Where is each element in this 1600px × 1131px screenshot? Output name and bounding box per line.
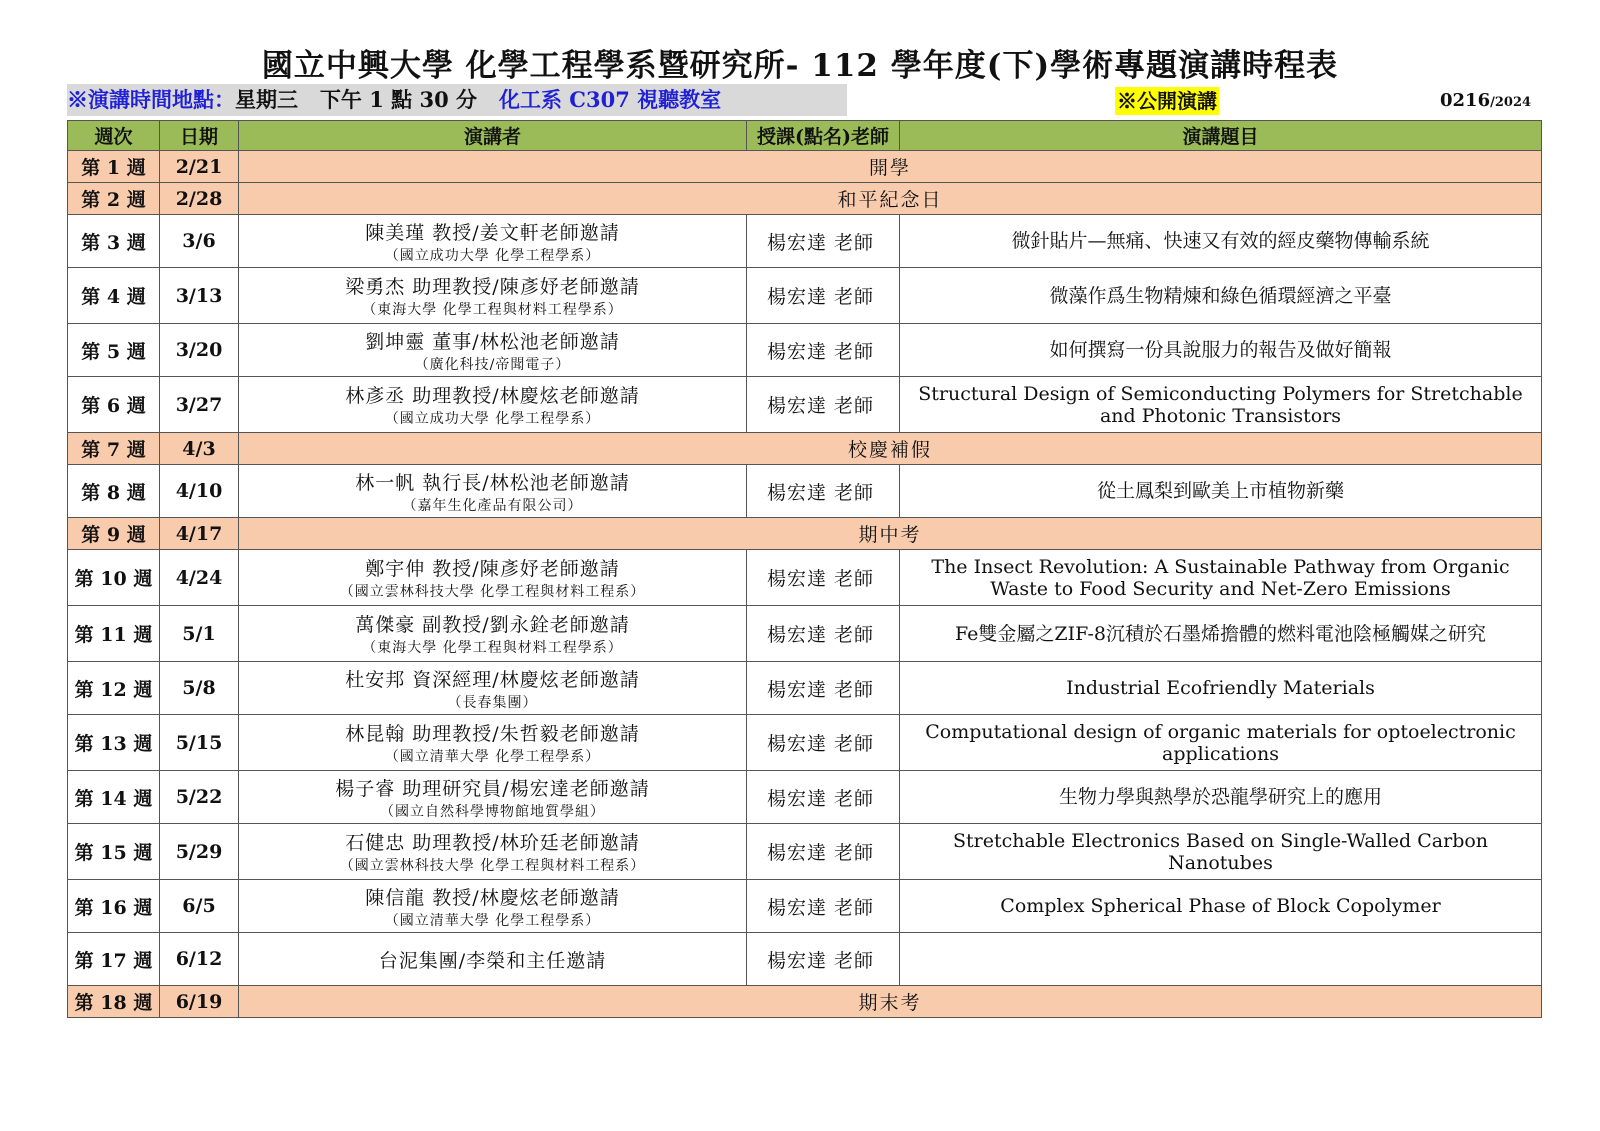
date-cell: 4/3 bbox=[160, 433, 239, 465]
date-cell: 4/17 bbox=[160, 518, 239, 550]
topic-cell: 微針貼片—無痛、快速又有效的經皮藥物傳輸系統 bbox=[900, 215, 1542, 268]
event-label: 校慶補假 bbox=[847, 439, 932, 461]
host-cell: 楊宏達 老師 bbox=[747, 662, 900, 715]
host-cell: 楊宏達 老師 bbox=[747, 606, 900, 662]
date-cell: 2/21 bbox=[160, 151, 239, 183]
header-speaker: 演講者 bbox=[239, 121, 747, 151]
week-cell: 第 18 週 bbox=[68, 986, 160, 1018]
schedule-table bbox=[67, 120, 1542, 1018]
table-row bbox=[68, 151, 1542, 183]
speaker-name: 陳美瑾 教授/姜文軒老師邀請 bbox=[365, 221, 620, 244]
date-cell: 3/6 bbox=[160, 215, 239, 268]
speaker-name: 萬傑豪 副教授/劉永銓老師邀請 bbox=[355, 614, 630, 636]
event-cell bbox=[239, 433, 1542, 465]
table-row bbox=[68, 465, 1542, 518]
topic-cell: Structural Design of Semiconducting Polymers for Stretchable and Photonic Transistors bbox=[900, 377, 1542, 433]
date-cell: 5/22 bbox=[160, 771, 239, 824]
speaker-affiliation: （東海大學 化學工程與材料工程學系） bbox=[362, 302, 623, 318]
week-cell: 第 11 週 bbox=[68, 606, 160, 662]
speaker-name: 杜安邦 資深經理/林慶炫老師邀請 bbox=[345, 668, 640, 691]
topic-cell: 生物力學與熱學於恐龍學研究上的應用 bbox=[900, 771, 1542, 824]
date-cell: 2/28 bbox=[160, 183, 239, 215]
host-cell: 楊宏達 老師 bbox=[747, 324, 900, 377]
week-cell: 第 6 週 bbox=[68, 377, 160, 433]
date-cell: 5/8 bbox=[160, 662, 239, 715]
speaker-name: 劉坤靈 董事/林松池老師邀請 bbox=[365, 330, 620, 353]
version-year: /2024 bbox=[1490, 95, 1532, 110]
date-cell: 3/13 bbox=[160, 268, 239, 324]
table-header-row bbox=[68, 121, 1542, 151]
speaker-name: 林彥丞 助理教授/林慶炫老師邀請 bbox=[345, 385, 640, 407]
table-row bbox=[68, 550, 1542, 606]
speaker-cell bbox=[239, 662, 747, 715]
speaker-affiliation: （嘉年生化產品有限公司） bbox=[402, 497, 583, 514]
date-cell: 4/10 bbox=[160, 465, 239, 518]
speaker-name: 楊子睿 助理研究員/楊宏達老師邀請 bbox=[335, 777, 650, 800]
date-cell: 6/12 bbox=[160, 933, 239, 986]
speaker-name: 陳信龍 教授/林慶炫老師邀請 bbox=[365, 886, 620, 909]
header-topic: 演講題目 bbox=[900, 121, 1542, 151]
topic-cell: Stretchable Electronics Based on Single-Walled Carbon Nanotubes bbox=[900, 824, 1542, 880]
week-cell: 第 4 週 bbox=[68, 268, 160, 324]
table-row bbox=[68, 824, 1542, 880]
host-cell: 楊宏達 老師 bbox=[747, 550, 900, 606]
event-cell bbox=[239, 151, 1542, 183]
speaker-cell bbox=[239, 324, 747, 377]
speaker-affiliation: （國立清華大學 化學工程學系） bbox=[384, 912, 601, 929]
date-cell: 6/5 bbox=[160, 880, 239, 933]
speaker-cell bbox=[239, 715, 747, 771]
event-cell bbox=[239, 986, 1542, 1018]
date-cell: 5/29 bbox=[160, 824, 239, 880]
version-date bbox=[1440, 90, 1531, 111]
host-cell: 楊宏達 老師 bbox=[747, 465, 900, 518]
date-cell: 3/20 bbox=[160, 324, 239, 377]
speaker-cell bbox=[239, 215, 747, 268]
speaker-name: 林一帆 執行長/林松池老師邀請 bbox=[355, 471, 630, 494]
speaker-cell bbox=[239, 465, 747, 518]
event-label: 開學 bbox=[868, 157, 911, 179]
week-cell: 第 10 週 bbox=[68, 550, 160, 606]
speaker-affiliation: （國立成功大學 化學工程學系） bbox=[384, 411, 601, 427]
host-cell: 楊宏達 老師 bbox=[747, 215, 900, 268]
topic-cell: Complex Spherical Phase of Block Copolymer bbox=[900, 880, 1542, 933]
table-row bbox=[68, 183, 1542, 215]
table-row bbox=[68, 771, 1542, 824]
speaker-affiliation: （廣化科技/帝聞電子） bbox=[414, 356, 571, 373]
table-row bbox=[68, 324, 1542, 377]
topic-cell bbox=[900, 933, 1542, 986]
info-bar bbox=[67, 84, 847, 116]
speaker-cell bbox=[239, 771, 747, 824]
public-lecture-badge: ※公開演講 bbox=[1117, 89, 1217, 113]
speaker-name: 梁勇杰 助理教授/陳彥妤老師邀請 bbox=[345, 276, 640, 298]
topic-cell: 從土鳳梨到歐美上市植物新藥 bbox=[900, 465, 1542, 518]
info-where: 化工系 C307 視聽教室 bbox=[498, 87, 722, 112]
speaker-affiliation: （國立雲林科技大學 化學工程與材料工程系） bbox=[339, 858, 646, 874]
host-cell: 楊宏達 老師 bbox=[747, 715, 900, 771]
event-cell bbox=[239, 183, 1542, 215]
topic-cell: The Insect Revolution: A Sustainable Pathway from Organic Waste to Food Security and Net-Zero Emissions bbox=[900, 550, 1542, 606]
date-cell: 6/19 bbox=[160, 986, 239, 1018]
week-cell: 第 3 週 bbox=[68, 215, 160, 268]
speaker-name: 林昆翰 助理教授/朱哲毅老師邀請 bbox=[345, 723, 640, 745]
week-cell: 第 14 週 bbox=[68, 771, 160, 824]
table-row bbox=[68, 986, 1542, 1018]
speaker-affiliation: （國立雲林科技大學 化學工程與材料工程系） bbox=[339, 584, 646, 600]
header-date: 日期 bbox=[160, 121, 239, 151]
date-cell: 5/15 bbox=[160, 715, 239, 771]
speaker-affiliation: （長春集團） bbox=[447, 694, 538, 711]
topic-cell: Computational design of organic materials for optoelectronic applications bbox=[900, 715, 1542, 771]
host-cell: 楊宏達 老師 bbox=[747, 377, 900, 433]
speaker-cell bbox=[239, 550, 747, 606]
topic-cell: Industrial Ecofriendly Materials bbox=[900, 662, 1542, 715]
header-host: 授課(點名)老師 bbox=[747, 121, 900, 151]
host-cell: 楊宏達 老師 bbox=[747, 933, 900, 986]
date-cell: 4/24 bbox=[160, 550, 239, 606]
table-row bbox=[68, 606, 1542, 662]
table-row bbox=[68, 715, 1542, 771]
date-cell: 5/1 bbox=[160, 606, 239, 662]
speaker-name: 鄭宇伸 教授/陳彥妤老師邀請 bbox=[365, 558, 620, 580]
week-cell: 第 15 週 bbox=[68, 824, 160, 880]
page-title: 國立中興大學 化學工程學系暨研究所- 112 學年度(下)學術專題演講時程表 bbox=[261, 48, 1339, 84]
week-cell: 第 8 週 bbox=[68, 465, 160, 518]
event-label: 和平紀念日 bbox=[837, 189, 943, 211]
week-cell: 第 1 週 bbox=[68, 151, 160, 183]
week-cell: 第 7 週 bbox=[68, 433, 160, 465]
host-cell: 楊宏達 老師 bbox=[747, 771, 900, 824]
schedule-body bbox=[68, 151, 1542, 1018]
speaker-affiliation: （國立自然科學博物館地質學組） bbox=[380, 803, 605, 820]
table-row bbox=[68, 377, 1542, 433]
speaker-affiliation: （東海大學 化學工程與材料工程學系） bbox=[362, 640, 623, 656]
table-row bbox=[68, 662, 1542, 715]
info-when: 星期三 下午 1 點 30 分 bbox=[235, 87, 478, 112]
speaker-cell bbox=[239, 268, 747, 324]
event-cell bbox=[239, 518, 1542, 550]
event-label: 期末考 bbox=[858, 992, 922, 1014]
table-row bbox=[68, 518, 1542, 550]
speaker-cell bbox=[239, 824, 747, 880]
topic-cell: 微藻作爲生物精煉和綠色循環經濟之平臺 bbox=[900, 268, 1542, 324]
host-cell: 楊宏達 老師 bbox=[747, 268, 900, 324]
topic-cell: Fe雙金屬之ZIF-8沉積於石墨烯擔體的燃料電池陰極觸媒之研究 bbox=[900, 606, 1542, 662]
week-cell: 第 5 週 bbox=[68, 324, 160, 377]
speaker-cell bbox=[239, 933, 747, 986]
header-week: 週次 bbox=[68, 121, 160, 151]
table-row bbox=[68, 880, 1542, 933]
host-cell: 楊宏達 老師 bbox=[747, 824, 900, 880]
speaker-cell bbox=[239, 880, 747, 933]
week-cell: 第 13 週 bbox=[68, 715, 160, 771]
info-label: ※演講時間地點： bbox=[67, 87, 235, 112]
speaker-name: 台泥集團/李榮和主任邀請 bbox=[378, 949, 607, 972]
table-row bbox=[68, 215, 1542, 268]
speaker-name: 石健忠 助理教授/林玠廷老師邀請 bbox=[345, 832, 640, 854]
host-cell: 楊宏達 老師 bbox=[747, 880, 900, 933]
week-cell: 第 17 週 bbox=[68, 933, 160, 986]
event-label: 期中考 bbox=[858, 524, 922, 546]
table-row bbox=[68, 268, 1542, 324]
week-cell: 第 2 週 bbox=[68, 183, 160, 215]
table-row bbox=[68, 933, 1542, 986]
version-main: 0216 bbox=[1440, 90, 1491, 111]
speaker-cell bbox=[239, 606, 747, 662]
speaker-cell bbox=[239, 377, 747, 433]
speaker-affiliation: （國立成功大學 化學工程學系） bbox=[384, 247, 601, 264]
table-row bbox=[68, 433, 1542, 465]
week-cell: 第 9 週 bbox=[68, 518, 160, 550]
topic-cell: 如何撰寫一份具說服力的報告及做好簡報 bbox=[900, 324, 1542, 377]
week-cell: 第 12 週 bbox=[68, 662, 160, 715]
speaker-affiliation: （國立清華大學 化學工程學系） bbox=[384, 749, 601, 765]
date-cell: 3/27 bbox=[160, 377, 239, 433]
week-cell: 第 16 週 bbox=[68, 880, 160, 933]
